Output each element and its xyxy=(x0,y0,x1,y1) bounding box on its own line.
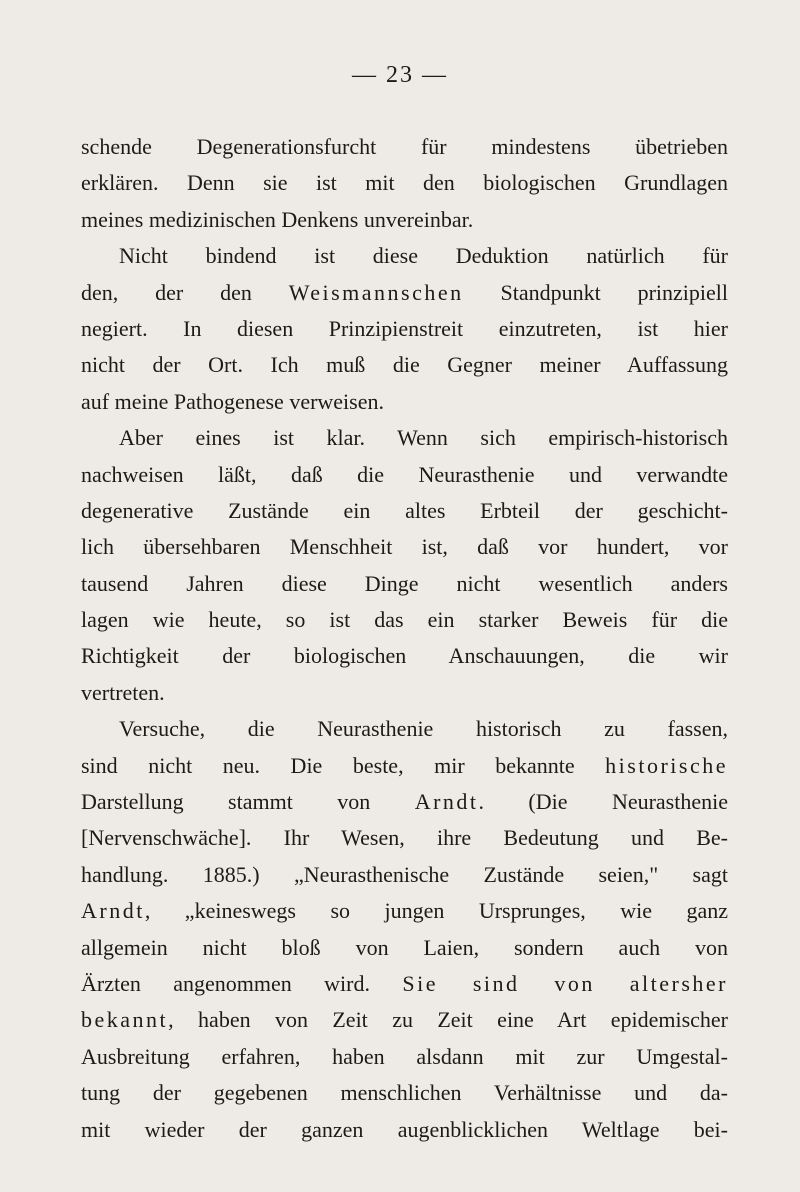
text-line xyxy=(81,638,728,674)
text-line xyxy=(81,493,728,529)
text-line-content: vertreten. xyxy=(81,679,165,705)
page-number: — 23 — xyxy=(352,62,448,88)
text-line-content: lich übersehbaren Menschheit ist, daß vor hundert, vor xyxy=(81,534,728,560)
text-line-content: tausend Jahren diese Dinge nicht wesentlich anders xyxy=(81,570,728,596)
text-line xyxy=(81,930,728,966)
text-line xyxy=(81,1075,728,1111)
text-line xyxy=(81,602,728,638)
text-line xyxy=(81,748,728,784)
text-line-content: Darstellung stammt von xyxy=(81,789,415,815)
text-line xyxy=(81,275,728,311)
text-line xyxy=(81,857,728,893)
text-line xyxy=(81,165,728,201)
text-line-content: Richtigkeit der biologischen Anschauungen, die wir xyxy=(81,643,728,669)
text-line xyxy=(81,784,728,820)
text-line-content: [Nervenschwäche]. Ihr Wesen, ihre Bedeutung und Be- xyxy=(81,825,728,851)
text-line xyxy=(81,1002,728,1038)
text-line xyxy=(81,457,728,493)
text-line-content: Standpunkt prinzipiell xyxy=(463,279,728,305)
text-line-content: nicht der Ort. Ich muß die Gegner meiner Auffassung xyxy=(81,352,728,378)
text-line-content: handlung. 1885.) „Neurasthenische Zustände seien," sagt xyxy=(81,861,728,887)
text-line xyxy=(81,529,728,565)
text-line-content: Nicht bindend ist diese Deduktion natürlich für xyxy=(119,243,728,269)
spaced-phrase: Sie sind von altersher xyxy=(402,970,728,996)
text-line xyxy=(81,202,728,238)
text-line-content: allgemein nicht bloß von Laien, sondern auch von xyxy=(81,934,728,960)
text-line-content: , „keineswegs so jungen Ursprunges, wie ganz xyxy=(144,898,728,924)
text-line xyxy=(81,238,728,274)
text-line-content: schende Degenerationsfurcht für mindestens übetrieben xyxy=(81,134,728,159)
text-line xyxy=(81,384,728,420)
body-text xyxy=(81,129,728,1148)
text-line-content: mit wieder der ganzen augenblicklichen Weltlage bei- xyxy=(81,1116,728,1142)
spaced-word-bekannt: bekannt xyxy=(81,1007,169,1033)
spaced-word-historische: historische xyxy=(605,752,728,778)
text-line-content: sind nicht neu. Die beste, mir bekannte xyxy=(81,752,606,778)
text-line xyxy=(81,711,728,747)
text-line-content: . (Die Neurasthenie xyxy=(478,789,729,815)
text-line xyxy=(81,1112,728,1148)
text-line-content: Versuche, die Neurasthenie historisch zu fassen, xyxy=(119,716,728,742)
text-line-content: meines medizinischen Denkens unvereinbar. xyxy=(81,206,474,232)
spaced-name-arndt: Arndt xyxy=(414,789,479,815)
text-line-content: negiert. In diesen Prinzipienstreit einzutreten, ist hier xyxy=(81,315,728,341)
text-line xyxy=(81,347,728,383)
text-line-content: tung der gegebenen menschlichen Verhältnisse und da- xyxy=(81,1080,728,1106)
text-line-content: erklären. Denn sie ist mit den biologischen Grundlagen xyxy=(81,170,728,196)
text-line-content: Aber eines ist klar. Wenn sich empirisch-historisch xyxy=(119,425,728,451)
text-line xyxy=(81,129,728,165)
spaced-name-weismann: Weismannschen xyxy=(288,279,464,305)
text-line-content: auf meine Pathogenese verweisen. xyxy=(81,388,384,414)
spaced-name-arndt: Arndt xyxy=(81,898,145,924)
text-line xyxy=(81,420,728,456)
text-line-content: degenerative Zustände ein altes Erbteil der geschicht- xyxy=(81,497,728,523)
text-line xyxy=(81,566,728,602)
text-line-content: Ausbreitung erfahren, haben alsdann mit zur Umgestal- xyxy=(81,1043,728,1069)
text-line-content: nachweisen läßt, daß die Neurasthenie und verwandte xyxy=(81,461,728,487)
text-line-content: lagen wie heute, so ist das ein starker Beweis für die xyxy=(81,607,728,633)
text-line xyxy=(81,820,728,856)
text-line xyxy=(81,893,728,929)
text-line xyxy=(81,675,728,711)
text-line-content: , haben von Zeit zu Zeit eine Art epidemischer xyxy=(168,1007,728,1033)
text-line-content: Ärzten angenommen wird. xyxy=(81,970,403,996)
text-line xyxy=(81,311,728,347)
text-line xyxy=(81,1039,728,1075)
text-line xyxy=(81,966,728,1002)
text-line-content: den, der den xyxy=(81,279,289,305)
